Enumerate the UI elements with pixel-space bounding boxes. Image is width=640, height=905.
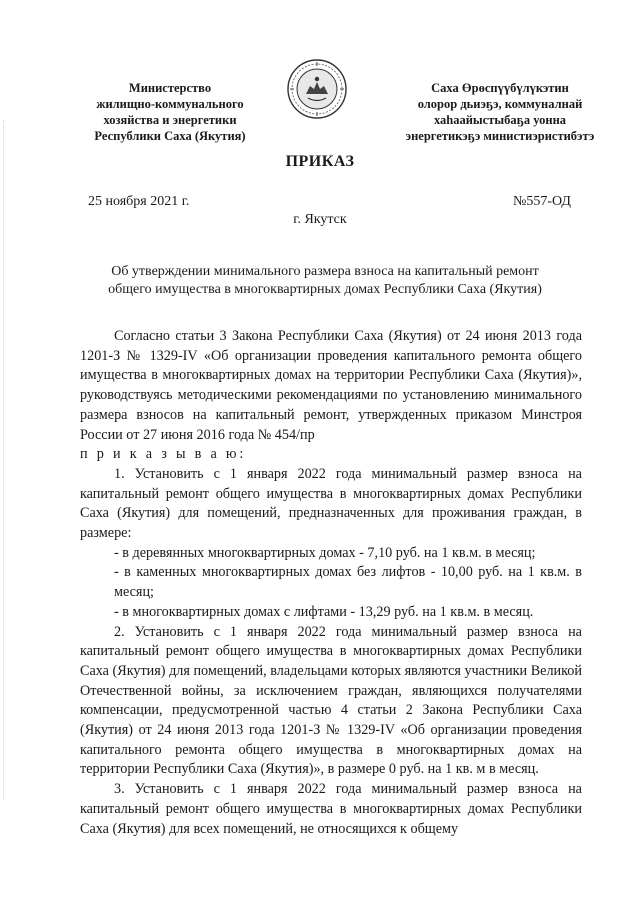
item-1-list-entry: - в каменных многоквартирных домах без лифтов - 10,00 руб. на 1 кв.м. в месяц;: [114, 564, 582, 601]
ministry-line: хаһаайыстыбаҕа уонна: [433, 113, 567, 127]
ministry-line: олорор дьиэҕэ, коммуналнай: [417, 97, 583, 111]
ministry-line: хозяйства и энергетики: [103, 113, 237, 127]
item-1-list-entry: - в многоквартирных домах с лифтами - 13,29 руб. на 1 кв.м. в месяц.: [114, 603, 534, 620]
prikazyvayu-word: п р и к а з ы в а ю:: [80, 446, 247, 463]
item-2-paragraph: 2. Установить с 1 января 2022 года минимальный размер взноса на капитальный ремонт общего имущества в многоквартирных домах Республики Саха (Якутия) для помещений, владельцами которых являются участники Великой Отечественной войны, за исключением граждан, являющихся получателями компенсации, предусмотренной частью 4 статьи 2 Закона Республики Саха (Якутия) от 24 июня 2013 года 1201-З № 1329-IV «Об организации проведения капитального ремонта общего имущества в многоквартирных домах на территории Республики Саха (Якутия)», в размере 0 руб. на 1 кв. м в месяц.: [80, 623, 582, 778]
ministry-line: Министерство: [128, 81, 212, 95]
item-1-list-entry: - в деревянных многоквартирных домах - 7,10 руб. на 1 кв.м. в месяц;: [114, 544, 536, 561]
ministry-line: Саха Өрөспүүбүлүкэтин: [431, 81, 569, 95]
ministry-name-russian: [80, 80, 260, 144]
subject-line: общего имущества в многоквартирных домах Республики Саха (Якутия): [108, 282, 542, 297]
ministry-name-yakut: [395, 80, 605, 144]
item-1-paragraph: 1. Установить с 1 января 2022 года минимальный размер взноса на капитальный ремонт общего имущества в многоквартирных домах Республики Саха (Якутия) для помещений, предназначенных для проживания граждан, в размере:: [80, 465, 582, 542]
document-number: №557-ОД: [513, 194, 571, 209]
item-3-paragraph: 3. Установить с 1 января 2022 года минимальный размер взноса на капитальный ремонт общего имущества в многоквартирных домах Республики Саха (Якутия) для всех помещений, не относящихся к общему: [80, 781, 582, 837]
document-body: [80, 327, 582, 839]
subject-line: Об утверждении минимального размера взноса на капитальный ремонт: [111, 264, 539, 279]
ministry-line: энергетикэҕэ министиэристибэтэ: [405, 129, 595, 143]
document-title: ПРИКАЗ: [285, 153, 355, 170]
ministry-line: Республики Саха (Якутия): [94, 129, 246, 143]
intro-paragraph: Согласно статьи 3 Закона Республики Саха (Якутия) от 24 июня 2013 года 1201-З № 1329-IV «Об организации проведения капитального ремонта общего имущества в многоквартирных домах на территории Республики Саха (Якутия)», руководствуясь методическими рекомендациями по установлению минимального размера взносов на капитальный ремонт, утвержденных приказом Минстроя России от 27 июня 2016 года № 454/пр: [80, 328, 582, 443]
ministry-line: жилищно-коммунального: [96, 97, 244, 111]
document-subject: [80, 263, 570, 299]
sakha-republic-emblem-icon: [286, 58, 348, 120]
document-city: г. Якутск: [293, 212, 347, 227]
document-date: 25 ноября 2021 г.: [88, 194, 190, 209]
